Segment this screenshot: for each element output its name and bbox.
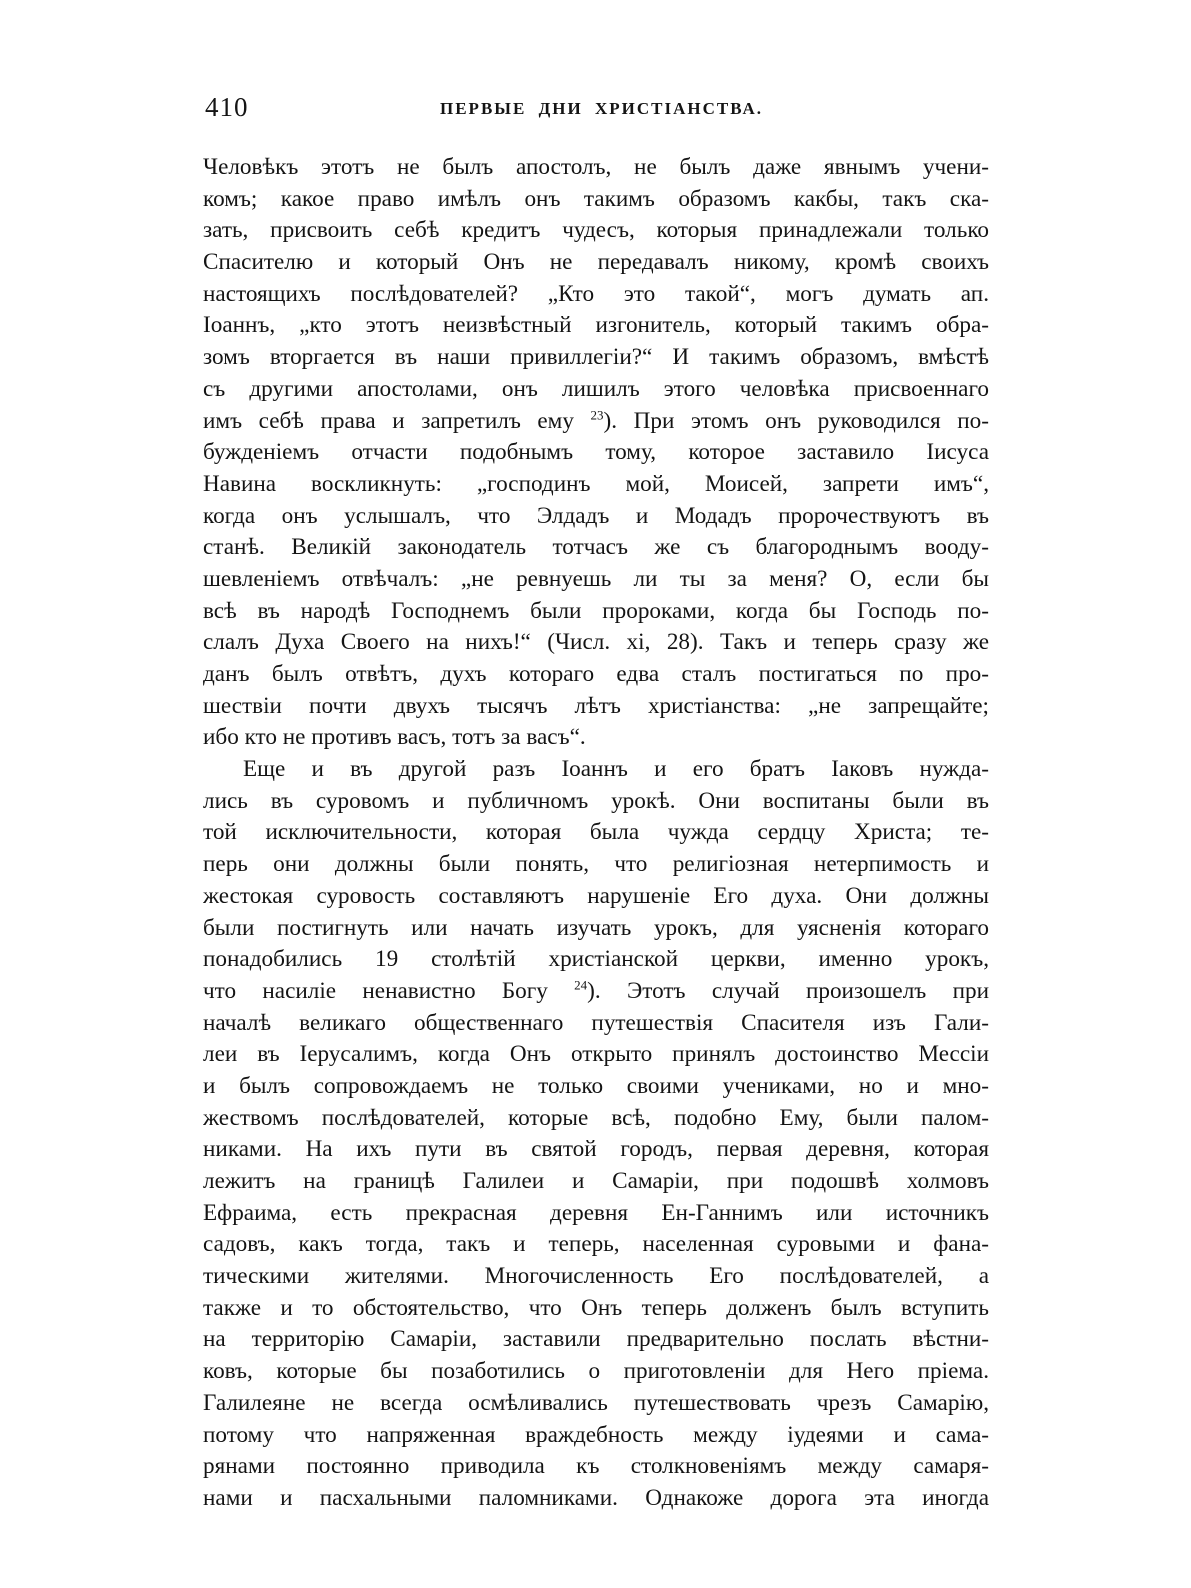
body-text <box>203 152 989 1515</box>
text-line: зомъ вторгается въ наши привиллегіи?“ И такимъ образомъ, вмѣстѣ <box>203 344 989 371</box>
text-line: и былъ сопровождаемъ не только своими учениками, но и мно- <box>203 1072 989 1099</box>
text-line: Іоаннъ, „кто этотъ неизвѣстный изгонитель, который такимъ обра- <box>203 312 989 339</box>
text-line: станѣ. Великій законодатель тотчасъ же съ благороднымъ вооду- <box>203 534 989 561</box>
page-number: 410 <box>205 92 249 122</box>
text-line: данъ былъ отвѣтъ, духъ котораго едва сталъ постигаться по про- <box>203 661 989 687</box>
text-line-with-footnote <box>203 406 989 438</box>
text-line: лежитъ на границѣ Галилеи и Самаріи, при подошвѣ холмовъ <box>203 1168 989 1194</box>
text-line-paragraph-end: ибо кто не противъ васъ, тотъ за васъ“. <box>203 724 586 751</box>
text-line: шествіи почти двухъ тысячъ лѣтъ христіанства: „не запрещайте; <box>203 692 989 719</box>
text-line: зать, присвоить себѣ кредитъ чудесъ, которыя принадлежали только <box>203 217 989 244</box>
text-line: съ другими апостолами, онъ лишилъ этого человѣка присвоеннаго <box>203 375 989 402</box>
text-line: настоящихъ послѣдователей? „Кто это такой“, могъ думать ап. <box>203 280 989 307</box>
text-line: садовъ, какъ тогда, такъ и теперь, населенная суровыми и фана- <box>203 1231 989 1258</box>
text-line: нами и пасхальными паломниками. Однакоже дорога эта иногда <box>203 1484 989 1511</box>
text-line: жестокая суровость составляютъ нарушеніе Его духа. Они должны <box>203 882 989 909</box>
text-line: Навина воскликнуть: „господинъ мой, Моисей, запрети имъ“, <box>203 470 989 497</box>
text-line: были постигнуть или начать изучать урокъ, для уясненія котораго <box>203 914 989 941</box>
text-line: Спасителю и который Онъ не передавалъ никому, кромѣ своихъ <box>203 249 989 276</box>
text-line: леи въ Іерусалимъ, когда Онъ открыто принялъ достоинство Мессіи <box>203 1041 989 1068</box>
text-line: ковъ, которые бы позаботились о приготовленіи для Него пріема. <box>203 1358 989 1385</box>
text-line: на территорію Самаріи, заставили предварительно послать вѣстни- <box>203 1326 989 1353</box>
text-line: слалъ Духа Своего на нихъ!“ (Числ. xi, 28). Такъ и теперь сразу же <box>203 629 989 656</box>
text-segment: что насиліе ненавистно Богу <box>203 977 575 1004</box>
text-line-with-footnote <box>203 976 989 1008</box>
text-line-paragraph-start: Еще и въ другой разъ Іоаннъ и его братъ Іаковъ нужда- <box>243 756 989 783</box>
text-line: шевленіемъ отвѣчалъ: „не ревнуешь ли ты за меня? О, если бы <box>203 565 989 592</box>
text-line: тическими жителями. Многочисленность Его послѣдователей, а <box>203 1263 989 1290</box>
text-line: той исключительности, которая была чужда сердцу Христа; те- <box>203 819 989 846</box>
text-line: лись въ суровомъ и публичномъ урокѣ. Они воспитаны были въ <box>203 787 989 814</box>
text-line: всѣ въ народѣ Господнемъ были пророками, когда бы Господь по- <box>203 597 989 624</box>
running-title: ПЕРВЫЕ ДНИ ХРИСТІАНСТВА. <box>440 99 763 118</box>
text-segment: имъ себѣ права и запретилъ ему <box>203 407 591 434</box>
text-line: Человѣкъ этотъ не былъ апостолъ, не былъ даже явнымъ учени- <box>203 154 989 180</box>
text-line: комъ; какое право имѣлъ онъ такимъ образомъ какбы, такъ ска- <box>203 185 989 212</box>
footnote-reference-24: 24 <box>574 977 588 993</box>
running-head <box>205 92 990 128</box>
text-line: перь они должны были понять, что религіозная нетерпимость и <box>203 851 989 878</box>
text-line: никами. На ихъ пути въ святой городъ, первая деревня, которая <box>203 1136 989 1163</box>
text-line: Галилеяне не всегда осмѣливались путешествовать чрезъ Самарію, <box>203 1389 989 1416</box>
text-line: жествомъ послѣдователей, которые всѣ, подобно Ему, были палом- <box>203 1104 989 1131</box>
text-line: Ефраима, есть прекрасная деревня Ен-Ганнимъ или источникъ <box>203 1199 989 1226</box>
text-line: также и то обстоятельство, что Онъ теперь долженъ былъ вступить <box>203 1294 989 1321</box>
text-line: рянами постоянно приводила къ столкновеніямъ между самаря- <box>203 1453 989 1480</box>
text-line: когда онъ услышалъ, что Элдадъ и Модадъ пророчествуютъ въ <box>203 502 989 529</box>
text-segment: ). При этомъ онъ руководился по- <box>603 407 989 434</box>
text-line: потому что напряженная враждебность между іудеями и сама- <box>203 1421 989 1448</box>
text-line: понадобились 19 столѣтій христіанской церкви, именно урокъ, <box>203 946 989 973</box>
text-line: началѣ великаго общественнаго путешествія Спасителя изъ Гали- <box>203 1009 989 1036</box>
text-segment: ). Этотъ случай произошелъ при <box>587 977 989 1004</box>
text-line: бужденіемъ отчасти подобнымъ тому, которое заставило Іисуса <box>203 439 989 466</box>
footnote-reference-23: 23 <box>590 406 604 422</box>
